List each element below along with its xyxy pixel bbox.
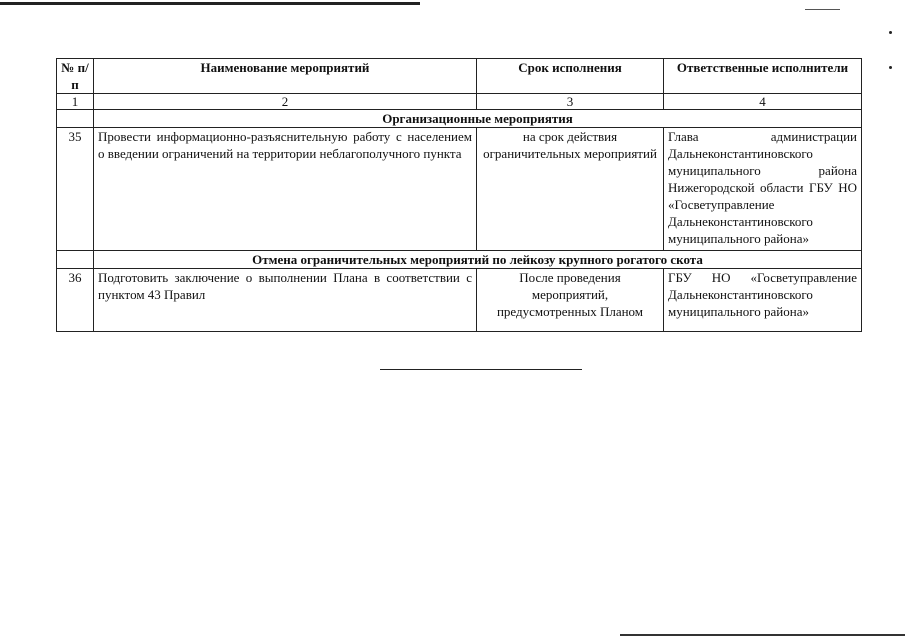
index-cell: 1 [57,94,94,110]
scan-top-right-line [805,9,840,10]
scan-speck [889,31,892,34]
header-num: № п/п [57,59,94,94]
section-title: Организационные мероприятия [94,110,862,128]
section-title: Отмена ограничительных мероприятий по лейкозу крупного рогатого скота [94,251,862,269]
column-index-row [57,94,862,110]
section-row [57,251,862,269]
scan-top-line [0,2,420,5]
row-deadline: на срок действия ограничительных мероприятий [477,128,664,251]
index-cell: 2 [94,94,477,110]
index-cell: 4 [664,94,862,110]
table-header-row [57,59,862,94]
row-name: Провести информационно-разъяснительную работу с населением о введении ограничений на территории неблагополучного пункта [94,128,477,251]
scan-speck [889,66,892,69]
closing-line [380,369,582,370]
section-row [57,110,862,128]
row-responsible: ГБУ НО «Госветуправление Дальнеконстантиновского муниципального района» [664,269,862,332]
scan-bottom-line [620,634,905,636]
index-cell: 3 [477,94,664,110]
plan-table [56,58,862,332]
header-responsible: Ответственные исполнители [664,59,862,94]
row-num: 36 [57,269,94,332]
header-deadline: Срок исполнения [477,59,664,94]
header-name: Наименование мероприятий [94,59,477,94]
row-name: Подготовить заключение о выполнении Плана в соответствии с пунктом 43 Правил [94,269,477,332]
table-row [57,128,862,251]
row-responsible: Глава администрации Дальнеконстантиновского муниципального района Нижегородской области ГБУ НО «Госветуправление Дальнеконстантиновского муниципального района» [664,128,862,251]
row-num: 35 [57,128,94,251]
table-row [57,269,862,332]
row-deadline: После проведения мероприятий, предусмотренных Планом [477,269,664,332]
